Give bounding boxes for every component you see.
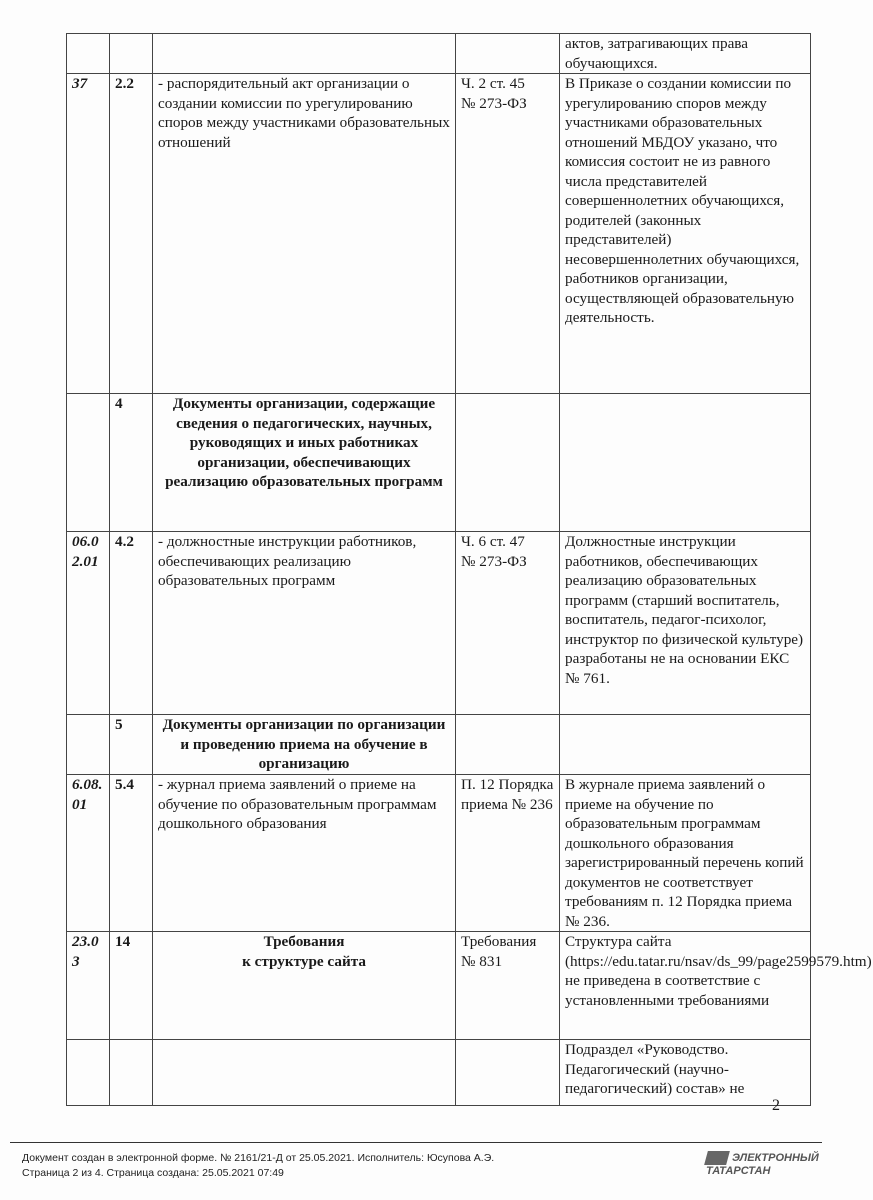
legal-basis: П. 12 Порядка приема № 236 xyxy=(461,776,554,813)
finding-cell xyxy=(560,932,872,1040)
row-code: 5 xyxy=(115,716,123,733)
row-number-cell xyxy=(67,394,110,532)
logo-text: ЭЛЕКТРОННЫЙ ТАТАРСТАН xyxy=(706,1151,819,1177)
requirement: Документы организации по организации и проведению приема на обучение в организацию xyxy=(162,716,446,772)
legal-basis: Ч. 6 ст. 47 № 273-ФЗ xyxy=(461,533,527,570)
row-number: 37 xyxy=(72,75,88,92)
row-number-cell xyxy=(67,532,110,715)
requirement-cell xyxy=(153,532,456,715)
row-code-cell xyxy=(110,775,153,932)
row-code: 2.2 xyxy=(115,75,134,92)
finding-cell xyxy=(560,394,811,532)
row-number-cell xyxy=(67,74,110,394)
legal-basis-cell xyxy=(456,34,560,74)
row-code-cell xyxy=(110,532,153,715)
finding: актов, затрагивающих права обучающихся. xyxy=(565,35,749,72)
requirement-cell xyxy=(153,775,456,932)
requirement: Требования к структуре сайта xyxy=(242,933,366,970)
requirement-cell xyxy=(153,932,456,1040)
row-code-cell xyxy=(110,1040,153,1106)
row-code: 14 xyxy=(115,933,131,950)
table-row xyxy=(67,932,811,1040)
legal-basis-cell xyxy=(456,775,560,932)
logo xyxy=(706,1151,873,1177)
row-number-cell xyxy=(67,932,110,1040)
inspection-table xyxy=(66,33,872,1106)
footer-line-2: Страница 2 из 4. Страница создана: 25.05.2021 07:49 xyxy=(22,1167,284,1179)
finding: Подраздел «Руководство. Педагогический (научно-педагогический) состав» не xyxy=(565,1041,745,1097)
table-row xyxy=(67,34,811,74)
finding: В журнале приема заявлений о приеме на обучение по образовательным программам дошкольного образования зарегистрированный перечень копий документов не соответствует требованиям п. 12 Порядка приема № 236. xyxy=(565,776,804,930)
legal-basis: Ч. 2 ст. 45 № 273-ФЗ xyxy=(461,75,527,112)
finding-cell xyxy=(560,74,811,394)
row-number: 06.02.01 xyxy=(72,533,99,570)
finding-cell xyxy=(560,1040,811,1106)
row-code-cell xyxy=(110,34,153,74)
table-row xyxy=(67,775,811,932)
requirement: - распорядительный акт организации о создании комиссии по урегулированию споров между участниками образовательных отношений xyxy=(158,75,450,151)
finding: Структура сайта (https://edu.tatar.ru/nsav/ds_99/page2599579.htm) не приведена в соответствие с установленными требованиями xyxy=(565,933,872,1009)
row-number: 23.03 xyxy=(72,933,99,970)
requirement-cell xyxy=(153,74,456,394)
row-code-cell xyxy=(110,715,153,775)
legal-basis-cell xyxy=(456,532,560,715)
requirement: - должностные инструкции работников, обеспечивающих реализацию образовательных программ xyxy=(158,533,417,589)
finding: В Приказе о создании комиссии по урегулированию споров между участниками образовательных отношений МБДОУ указано, что комиссия состоит не из равного числа представителей совершеннолетних обучающихся, родителей (законных представителей) несовершеннолетних обучающихся, работников организации, осуществляющей образовательную деятельность. xyxy=(565,75,800,326)
row-code: 4.2 xyxy=(115,533,134,550)
legal-basis-cell xyxy=(456,1040,560,1106)
page-number: 2 xyxy=(772,1097,780,1114)
legal-basis: Требования № 831 xyxy=(461,933,537,970)
finding-cell xyxy=(560,775,811,932)
requirement-cell xyxy=(153,394,456,532)
legal-basis-cell xyxy=(456,394,560,532)
legal-basis-cell xyxy=(456,74,560,394)
row-code: 4 xyxy=(115,395,123,412)
requirement-cell xyxy=(153,1040,456,1106)
row-number: 6.08.01 xyxy=(72,776,103,813)
row-code-cell xyxy=(110,74,153,394)
legal-basis-cell xyxy=(456,715,560,775)
row-number-cell xyxy=(67,775,110,932)
row-number-cell xyxy=(67,34,110,74)
table-row xyxy=(67,74,811,394)
table-row xyxy=(67,1040,811,1106)
row-number-cell xyxy=(67,715,110,775)
footer-line-1: Документ создан в электронной форме. № 2161/21-Д от 25.05.2021. Исполнитель: Юсупова А.Э. xyxy=(22,1152,495,1164)
row-code: 5.4 xyxy=(115,776,134,793)
table-row xyxy=(67,715,811,775)
row-number-cell xyxy=(67,1040,110,1106)
finding: Должностные инструкции работников, обеспечивающих реализацию образовательных программ (старший воспитатель, воспитатель, педагог-психолог, инструктор по физической культуре) разработаны не на основании ЕКС № 761. xyxy=(565,533,804,687)
footer-divider xyxy=(10,1142,822,1143)
legal-basis-cell xyxy=(456,932,560,1040)
requirement: Документы организации, содержащие сведения о педагогических, научных, руководящих и иных работниках организации, обеспечивающих реализацию образовательных программ xyxy=(165,395,443,490)
logo-icon xyxy=(704,1151,730,1165)
footer xyxy=(22,1151,495,1179)
finding-cell xyxy=(560,715,811,775)
finding-cell xyxy=(560,34,811,74)
row-code-cell xyxy=(110,394,153,532)
requirement-cell xyxy=(153,715,456,775)
requirement: - журнал приема заявлений о приеме на обучение по образовательным программам дошкольного образования xyxy=(158,776,437,832)
requirement-cell xyxy=(153,34,456,74)
table-row xyxy=(67,532,811,715)
table-row xyxy=(67,394,811,532)
row-code-cell xyxy=(110,932,153,1040)
finding-cell xyxy=(560,532,811,715)
